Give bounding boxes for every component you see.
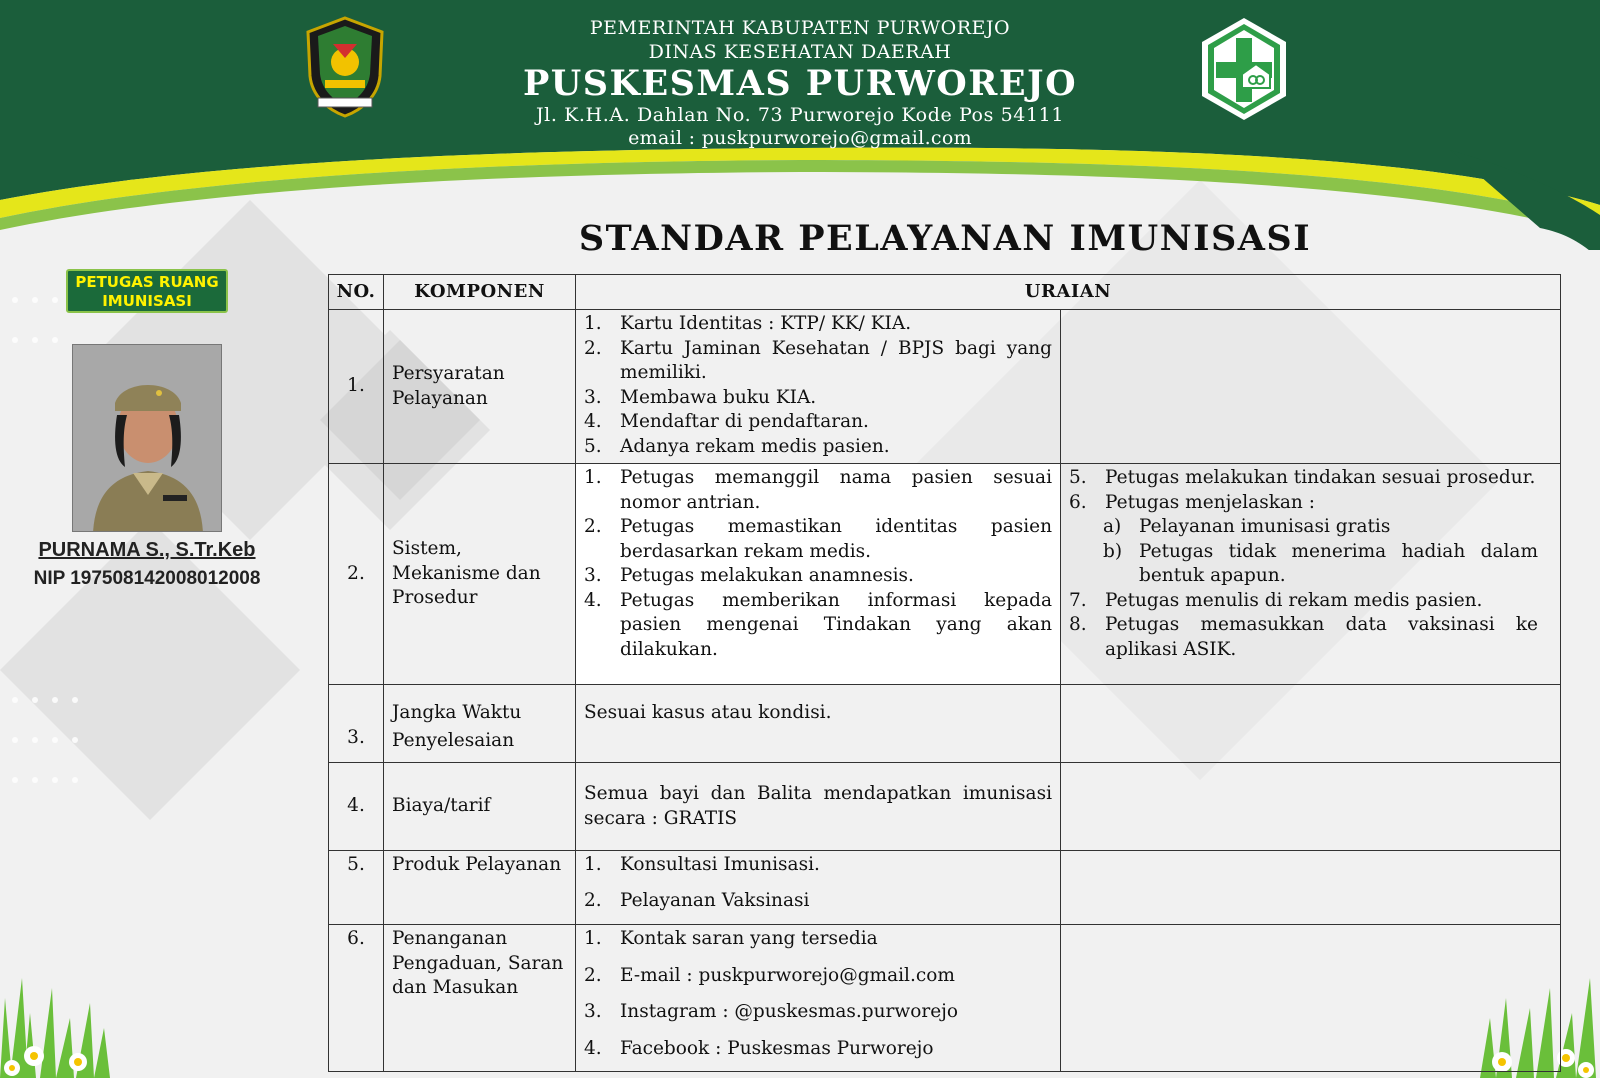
header-komponen: KOMPONEN xyxy=(384,275,576,310)
list-item: 6. Petugas menjelaskan : a) Pelayanan imunisasi gratis b) Petugas tidak menerima hadiah dalam bentuk apapun. xyxy=(1069,491,1538,589)
list-item: 4. Petugas memberikan informasi kepada pasien mengenai Tindakan yang akan dilakukan. xyxy=(584,589,1052,660)
row-komponen: Biaya/tarif xyxy=(384,763,576,851)
officer-name: PURNAMA S., S.Tr.Keb xyxy=(38,539,256,561)
table-row xyxy=(329,925,1561,1072)
table-row xyxy=(329,310,1561,464)
row-uraian-right xyxy=(1061,925,1561,1072)
list-item: 2. Pelayanan Vaksinasi xyxy=(584,890,810,911)
grass-flowers-left xyxy=(0,958,120,1078)
row-number: 1. xyxy=(329,310,384,464)
row-komponen: Produk Pelayanan xyxy=(384,851,576,925)
row-uraian-left: Semua bayi dan Balita mendapatkan imunisasi secara : GRATIS xyxy=(576,763,1061,851)
list-item: 3. Instagram : @puskesmas.purworejo xyxy=(584,1001,959,1022)
row-komponen: Penanganan Pengaduan, Saran dan Masukan xyxy=(384,925,576,1072)
role-line2: IMUNISASI xyxy=(102,292,192,310)
row-uraian-right xyxy=(1061,310,1561,464)
header-uraian: URAIAN xyxy=(576,275,1561,310)
list-item: 7. Petugas menulis di rekam medis pasien. xyxy=(1069,589,1483,611)
list-item: 1. Petugas memanggil nama pasien sesuai nomor antrian. xyxy=(584,467,1052,513)
sub-list-item: a) Pelayanan imunisasi gratis xyxy=(1103,516,1391,537)
header-address: Jl. K.H.A. Dahlan No. 73 Purworejo Kode Pos 54111 xyxy=(535,104,1065,126)
list-item: 1. Kartu Identitas : KTP/ KK/ KIA. xyxy=(584,313,912,334)
list-item: 1. Kontak saran yang tersedia xyxy=(584,928,878,949)
role-line1: PETUGAS RUANG xyxy=(75,273,219,291)
row-uraian-left: Sesuai kasus atau kondisi. xyxy=(576,685,1061,763)
row-uraian-left xyxy=(576,464,1061,685)
list-item: 3. Petugas melakukan anamnesis. xyxy=(584,565,914,586)
row-number: 4. xyxy=(329,763,384,851)
row-uraian-right xyxy=(1061,851,1561,925)
row-uraian-left xyxy=(576,925,1061,1072)
row-uraian-right xyxy=(1061,763,1561,851)
list-item: 5. Petugas melakukan tindakan sesuai prosedur. xyxy=(1069,467,1536,488)
list-item: 4. Facebook : Puskesmas Purworejo xyxy=(584,1037,934,1059)
header-no: NO. xyxy=(329,275,384,310)
puskesmas-logo xyxy=(1198,16,1290,122)
row-number: 6. xyxy=(329,925,384,1072)
table-row xyxy=(329,464,1561,685)
list-item: 2. E-mail : puskpurworejo@gmail.com xyxy=(584,964,955,986)
row-uraian-left xyxy=(576,851,1061,925)
header-title: PUSKESMAS PURWOREJO xyxy=(522,63,1078,104)
officer-nip: NIP 197508142008012008 xyxy=(33,568,261,589)
list-item: 1. Konsultasi Imunisasi. xyxy=(584,854,820,875)
row-komponen: Persyaratan Pelayanan xyxy=(384,310,576,464)
row-number: 5. xyxy=(329,851,384,925)
list-item: 2. Kartu Jaminan Kesehatan / BPJS bagi yang memiliki. xyxy=(584,337,1052,383)
document-title: STANDAR PELAYANAN IMUNISASI xyxy=(578,218,1312,259)
row-komponen: Jangka Waktu Penyelesaian xyxy=(384,685,576,763)
row-uraian-left xyxy=(576,310,1061,464)
table-row xyxy=(329,763,1561,851)
row-number: 2. xyxy=(329,464,384,685)
role-badge xyxy=(66,269,228,313)
list-item: 5. Adanya rekam medis pasien. xyxy=(584,435,890,457)
header-department: DINAS KESEHATAN DAERAH xyxy=(648,41,952,63)
header-email: email : puskpurworejo@gmail.com xyxy=(628,127,972,149)
table-row xyxy=(329,685,1561,763)
row-number: 3. xyxy=(329,685,384,763)
header-text xyxy=(520,16,1080,150)
row-uraian-right xyxy=(1061,464,1561,685)
sub-list-item: b) Petugas tidak menerima hadiah dalam bentuk apapun. xyxy=(1103,540,1538,586)
header-government: PEMERINTAH KABUPATEN PURWOREJO xyxy=(589,17,1011,39)
officer-photo xyxy=(72,344,222,532)
table-row xyxy=(329,851,1561,925)
table-header-row xyxy=(329,275,1561,310)
list-item: 3. Membawa buku KIA. xyxy=(584,386,817,408)
service-standard-table xyxy=(328,274,1561,1072)
list-item: 2. Petugas memastikan identitas pasien berdasarkan rekam medis. xyxy=(584,516,1052,562)
list-item: 8. Petugas memasukkan data vaksinasi ke aplikasi ASIK. xyxy=(1069,614,1538,660)
regency-coat-of-arms-logo xyxy=(300,14,390,118)
row-komponen: Sistem, Mekanisme dan Prosedur xyxy=(384,464,576,685)
list-item: 4. Mendaftar di pendaftaran. xyxy=(584,411,869,432)
row-uraian-right xyxy=(1061,685,1561,763)
